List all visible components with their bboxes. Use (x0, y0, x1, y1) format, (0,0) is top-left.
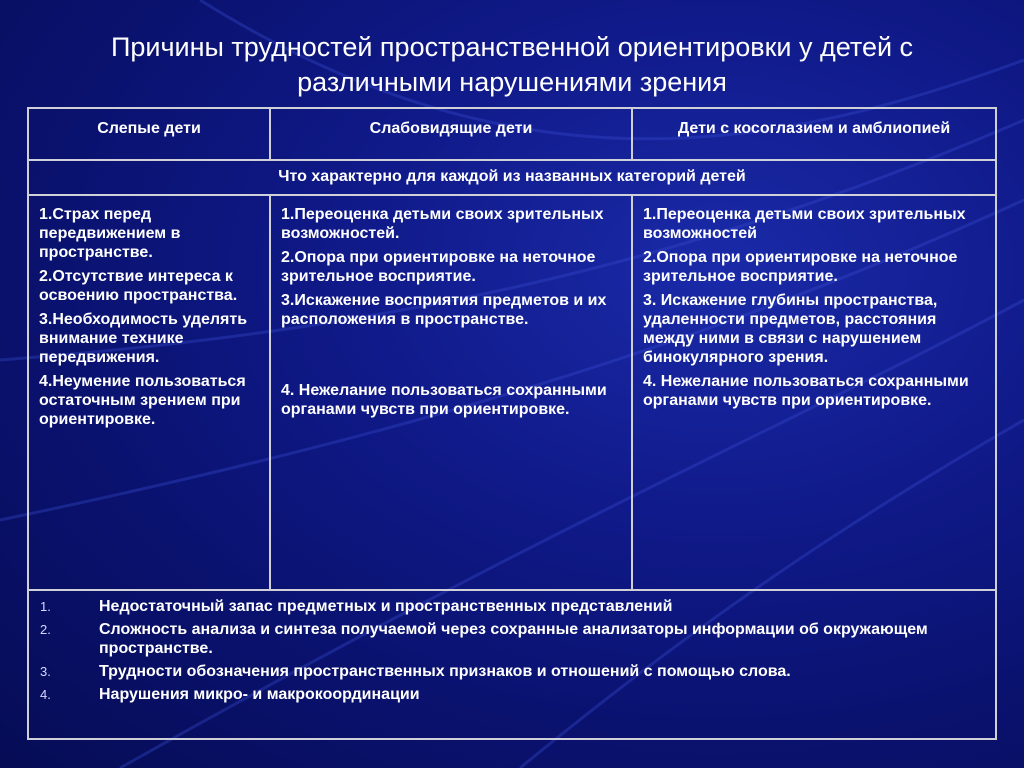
list-item: 2.Опора при ориентировке на неточное зрительное восприятие. (281, 249, 596, 285)
list-item: 2.Отсутствие интереса к освоению пространства. (39, 268, 238, 304)
list-item (29, 662, 979, 681)
list-item: 3. Искажение глубины пространства, удаленности предметов, расстояния между ними в связи с нарушением бинокулярного зрения. (643, 292, 938, 366)
category-row: Что характерно для каждой из названных категорий детей (278, 168, 746, 185)
list-item: 3.Искажение восприятия предметов и их расположения в пространстве. (281, 292, 607, 328)
table-divider (269, 194, 271, 589)
list-item: 3.Необходимость уделять внимание технике передвижения. (39, 311, 248, 366)
list-item: 1.Переоценка детьми своих зрительных возможностей. (281, 206, 604, 242)
table-divider (29, 194, 995, 196)
comparison-table (27, 107, 997, 740)
column-low-vision (281, 205, 621, 424)
table-divider (29, 589, 995, 591)
list-item (29, 620, 979, 658)
list-number: 3. (40, 664, 51, 679)
list-text: Нарушения микро- и макрокоординации (99, 686, 420, 703)
list-text: Трудности обозначения пространственных признаков и отношений с помощью слова. (99, 663, 791, 680)
list-item (29, 597, 979, 616)
list-item: 4.Неумение пользоваться остаточным зрением при ориентировке. (39, 373, 246, 428)
list-text: Сложность анализа и синтеза получаемой через сохранные анализаторы информации об окружающем пространстве. (99, 621, 928, 657)
list-item: 4. Нежелание пользоваться сохранными органами чувств при ориентировке. (643, 373, 969, 409)
header-low-vision-children: Слабовидящие дети (369, 120, 533, 137)
list-item: 2.Опора при ориентировке на неточное зрительное восприятие. (643, 249, 958, 285)
list-number: 2. (40, 622, 51, 637)
list-text: Недостаточный запас предметных и пространственных представлений (99, 598, 673, 615)
list-number: 1. (40, 599, 51, 614)
list-item: 1.Страх перед передвижением в пространстве. (39, 206, 181, 261)
header-strabismus-children: Дети с косоглазием и амблиопией (677, 120, 951, 137)
column-blind (39, 205, 261, 434)
header-blind-children: Слепые дети (97, 120, 201, 137)
list-number: 4. (40, 687, 51, 702)
table-divider (631, 194, 633, 589)
common-difficulties-list (29, 597, 995, 708)
list-item: 4. Нежелание пользоваться сохранными органами чувств при ориентировке. (281, 382, 607, 418)
title-line-1: Причины трудностей пространственной ориентировки у детей с (110, 32, 914, 62)
column-strabismus (643, 205, 988, 415)
table-divider (29, 159, 995, 161)
title-line-2: различными нарушениями зрения (297, 67, 727, 97)
list-item: 1.Переоценка детьми своих зрительных возможностей (643, 206, 966, 242)
list-item (29, 685, 979, 704)
slide-title (40, 30, 984, 100)
